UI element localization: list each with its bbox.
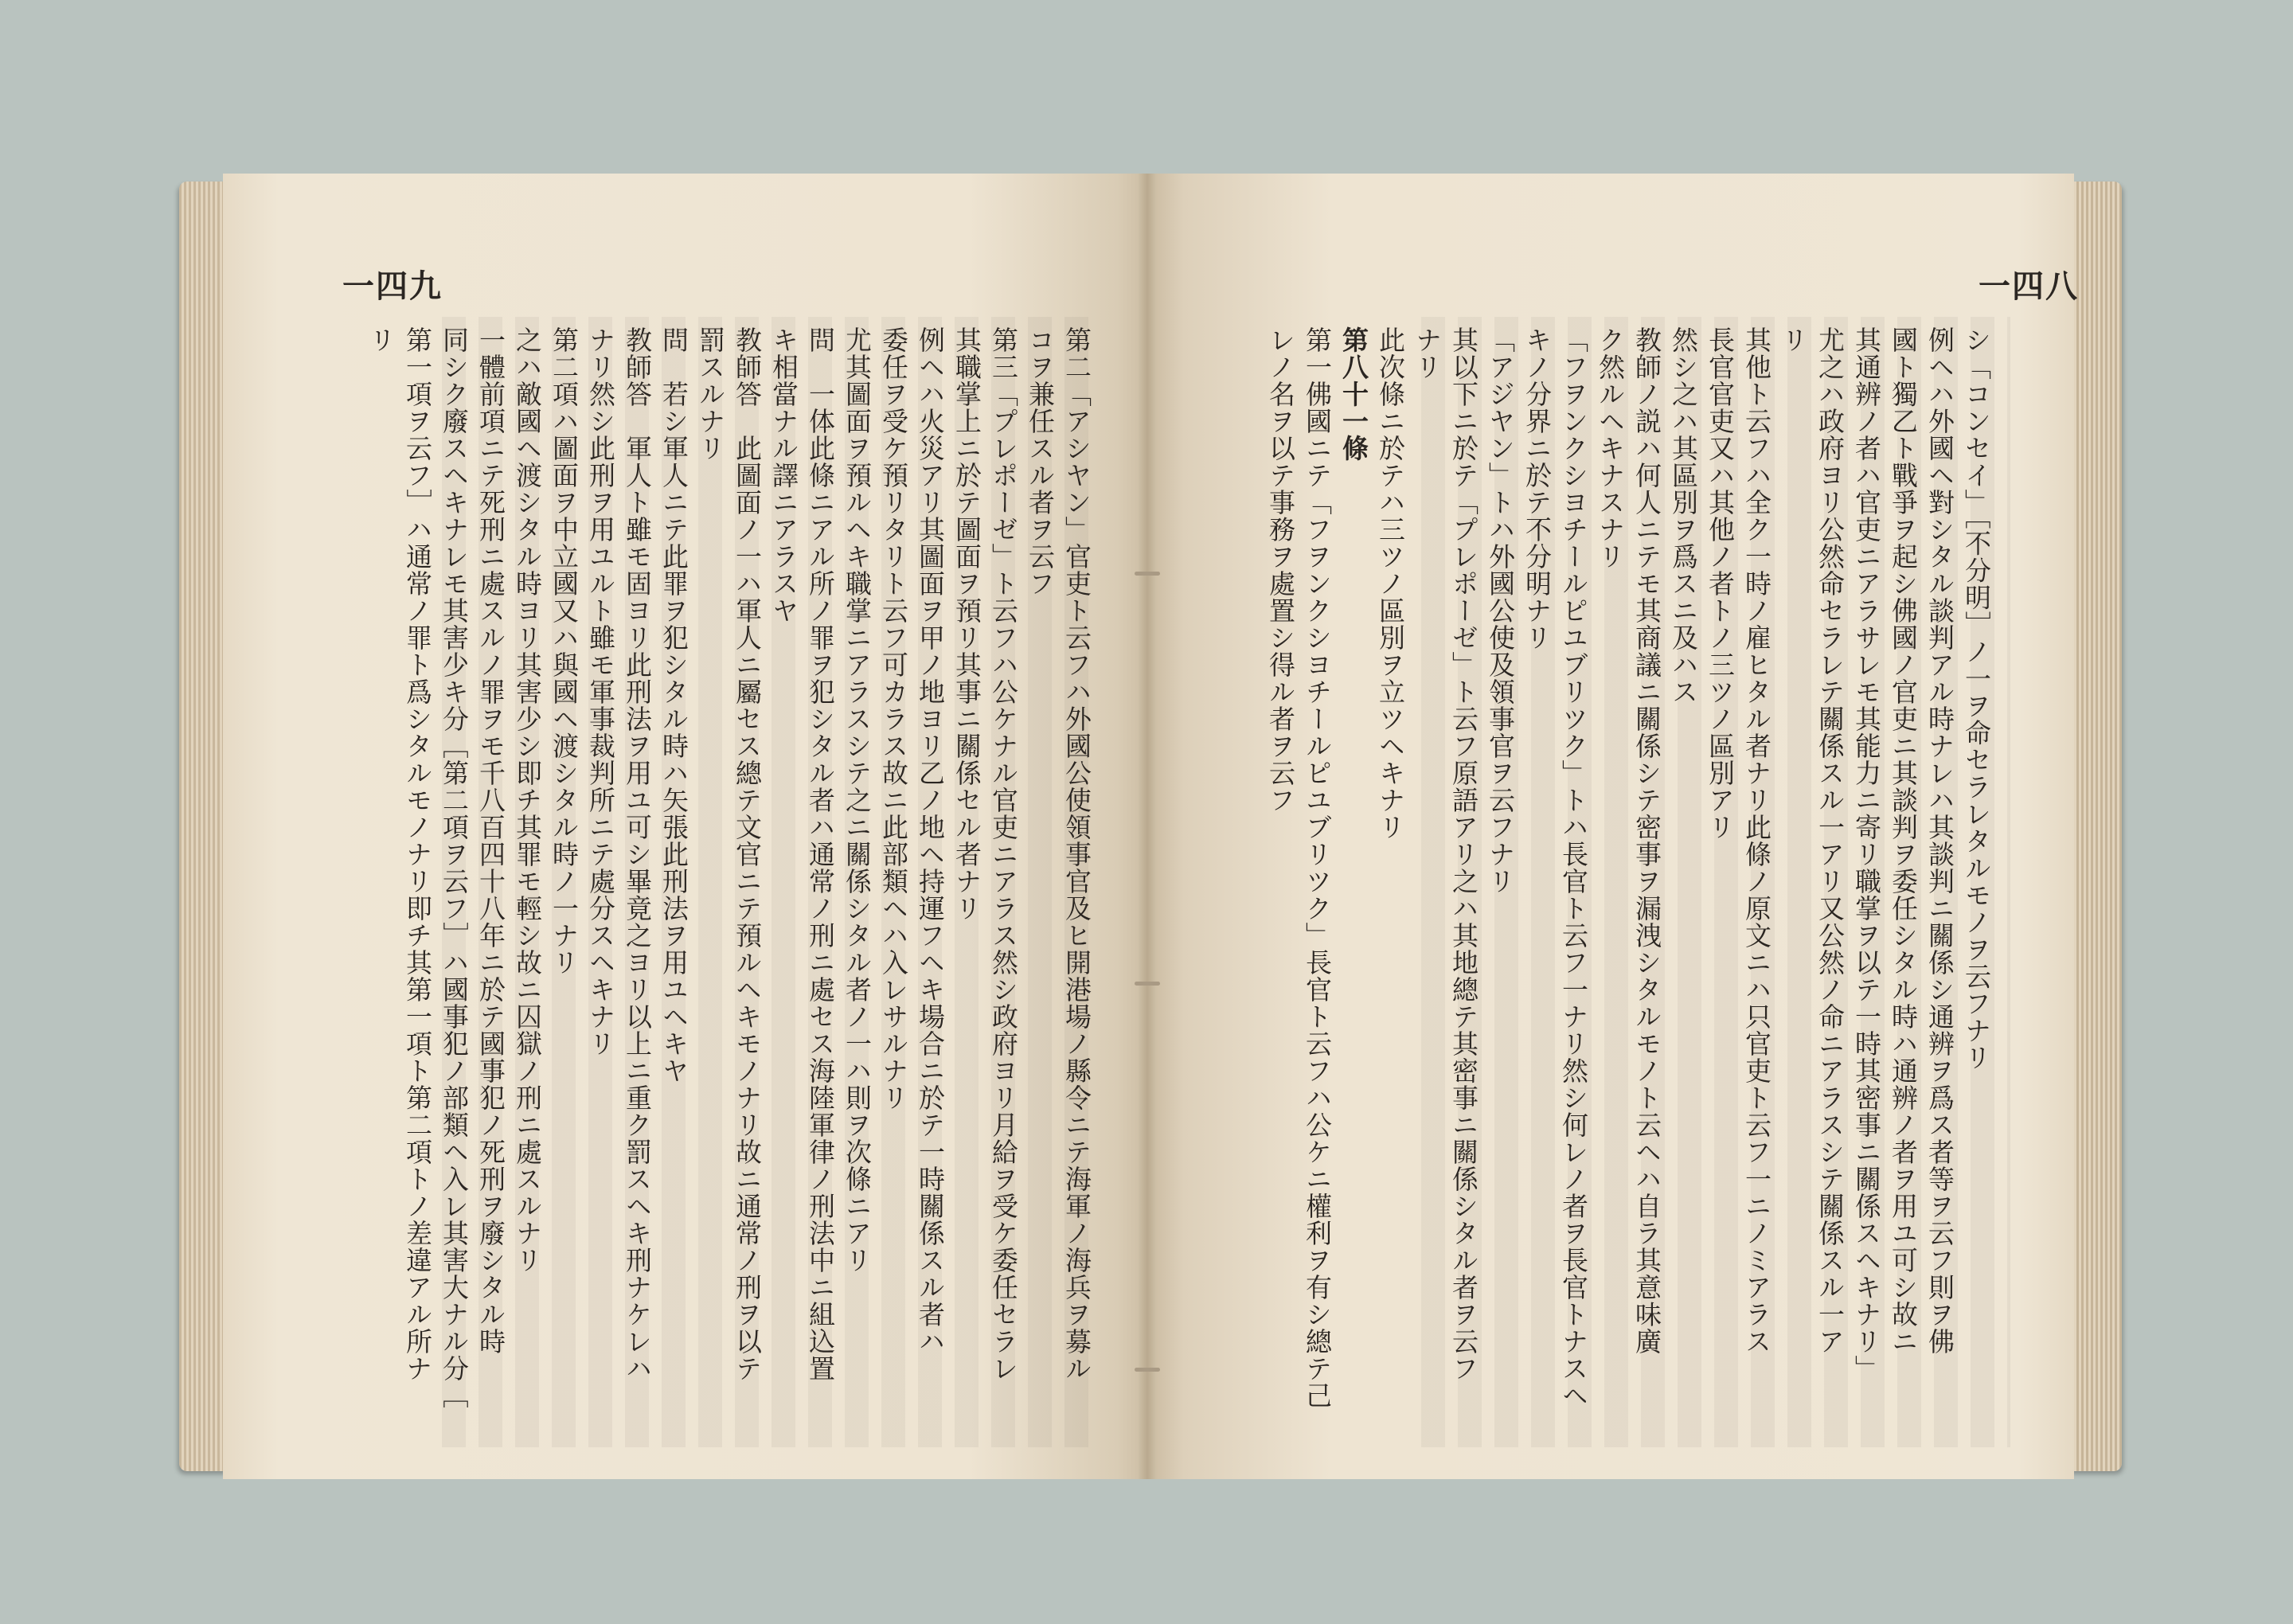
binding-stitch — [1135, 982, 1160, 986]
left-page-text — [365, 326, 1095, 1433]
text-column: ナリ — [1412, 326, 1443, 381]
text-column: リ — [1778, 326, 1809, 353]
text-column: 國ト獨乙ト戰爭ヲ起シ佛國ノ官吏ニ其談判ヲ委任シタル時ハ通辨ノ者ヲ用ユ可シ故ニ — [1888, 326, 1919, 1355]
page-edges-right — [2069, 182, 2122, 1471]
text-column: 一體前項ニテ死刑ニ處スルノ罪ヲモ千八百四十八年ニ於テ國事犯ノ死刑ヲ廢シタル時 — [475, 326, 506, 1355]
right-page-text — [1265, 326, 1994, 1433]
text-column: 第二項ハ圖面ヲ中立國又ハ與國ヘ渡シタル時ノ一ナリ — [549, 326, 580, 976]
open-book — [179, 174, 2122, 1479]
text-column: 尤之ハ政府ヨリ公然命セラレテ關係スル一アリ又公然ノ命ニアラスシテ關係スル一ア — [1814, 326, 1846, 1355]
text-column: 其他ト云フハ全ク一時ノ雇ヒタル者ナリ此條ノ原文ニハ只官吏ト云フ一ニノミアラス — [1741, 326, 1772, 1355]
text-column: 教師答 此圖面ノ一ハ軍人ニ屬セス總テ文官ニテ預ルヘキモノナリ故ニ通常ノ刑ヲ以テ — [732, 326, 763, 1382]
text-column: 例ヘハ外國ヘ對シタル談判アル時ナレハ其談判ニ關係シ通辨ヲ爲ス者等ヲ云フ則ヲ佛 — [1924, 326, 1955, 1355]
text-column: 問 若シ軍人ニテ此罪ヲ犯シタル時ハ矢張此刑法ヲ用ユヘキヤ — [658, 326, 689, 1084]
text-column: リ — [365, 326, 396, 353]
text-column: キ相當ナル譯ニアラスヤ — [768, 326, 799, 624]
text-column: 問 一体此條ニアル所ノ罪ヲ犯シタル者ハ通常ノ刑ニ處セス海陸軍律ノ刑法中ニ組込置 — [805, 326, 836, 1382]
text-column: 教師答 軍人ト雖モ固ヨリ此刑法ヲ用ユ可シ畢竟之ヨリ以上ニ重ク罰スヘキ刑ナケレハ — [622, 326, 653, 1382]
page-edges-left — [179, 182, 229, 1471]
right-page-number: 一四八 — [1979, 267, 2079, 305]
binding-stitch — [1135, 1368, 1160, 1372]
text-column: 然シ之ハ其區別ヲ爲スニ及ハス — [1668, 326, 1699, 705]
text-column: ク然ルヘキナスナリ — [1595, 326, 1626, 570]
text-column: 長官官吏又ハ其他ノ者トノ三ツノ區別アリ — [1705, 326, 1736, 841]
text-column: 第一佛國ニテ「フヲンクシヨチールピユブリツク」長官ト云フハ公ケニ權利ヲ有シ總テ己 — [1302, 326, 1333, 1409]
left-page-number: 一四九 — [342, 267, 443, 305]
text-column: 第一項ヲ云フ］ハ通常ノ罪ト爲シタルモノナリ即チ其第一項ト第二項トノ差違アル所ナ — [402, 326, 433, 1382]
text-column: 罰スルナリ — [695, 326, 726, 462]
text-column: 其以下ニ於テ「プレポーゼ」ト云フ原語アリ之ハ其地總テ其密事ニ關係シタル者ヲ云フ — [1448, 326, 1479, 1382]
book-gutter — [1139, 174, 1156, 1479]
text-column: シ「コンセイ」［不分明］ノ一ヲ命セラレタルモノヲ云フナリ — [1961, 326, 1992, 1072]
text-column: 教師ノ説ハ何人ニテモ其商議ニ關係シテ密事ヲ漏洩シタルモノト云ヘハ自ラ其意味廣 — [1631, 326, 1662, 1355]
text-column: 「フヲンクシヨチールピユブリツク」トハ長官ト云フ一ナリ然シ何レノ者ヲ長官トナスヘ — [1558, 326, 1589, 1409]
text-column: 例ヘハ火災アリ其圖面ヲ甲ノ地ヨリ乙ノ地ヘ持運フヘキ場合ニ於テ一時關係スル者ハ — [915, 326, 946, 1355]
binding-stitch — [1135, 572, 1160, 576]
text-column: レノ名ヲ以テ事務ヲ處置シ得ル者ヲ云フ — [1265, 326, 1296, 814]
article-heading: 第八十一條 — [1338, 326, 1369, 462]
text-column: 同シク廢スヘキナレモ其害少キ分［第二項ヲ云フ］ハ國事犯ノ部類ヘ入レ其害大ナル分［ — [439, 326, 470, 1409]
text-column: 第二「アシヤン」官吏ト云フハ外國公使領事官及ヒ開港場ノ縣令ニテ海軍ノ海兵ヲ募ル — [1061, 326, 1092, 1382]
text-column: コヲ兼任スル者ヲ云フ — [1025, 326, 1056, 597]
text-column: 之ハ敵國ヘ渡シタル時ヨリ其害少シ即チ其罪モ輕シ故ニ囚獄ノ刑ニ處スルナリ — [512, 326, 543, 1274]
text-column: 其通辨ノ者ハ官吏ニアラサレモ其能力ニ寄リ職掌ヲ以テ一時其密事ニ關係スヘキナリ」 — [1851, 326, 1882, 1382]
text-column: 第三「プレポーゼ」ト云フハ公ケナル官吏ニアラス然シ政府ヨリ月給ヲ受ケ委任セラレ — [988, 326, 1019, 1382]
text-column: ナリ然シ此刑ヲ用ユルト雖モ軍事裁判所ニテ處分スヘキナリ — [585, 326, 616, 1057]
text-column: 其職掌上ニ於テ圖面ヲ預リ其事ニ關係セル者ナリ — [951, 326, 982, 922]
text-column: 委任ヲ受ケ預リタリト云フ可カラス故ニ此部類ヘハ入レサルナリ — [878, 326, 909, 1111]
text-column: 尤其圖面ヲ預ルヘキ職掌ニアラスシテ之ニ關係シタル者ノ一ハ則ヲ次條ニアリ — [842, 326, 873, 1274]
text-column: キノ分界ニ於テ不分明ナリ — [1522, 326, 1553, 651]
text-column: 「アジヤン」トハ外國公使及領事官ヲ云フナリ — [1485, 326, 1516, 895]
text-column: 此次條ニ於テハ三ツノ區別ヲ立ツヘキナリ — [1375, 326, 1406, 841]
